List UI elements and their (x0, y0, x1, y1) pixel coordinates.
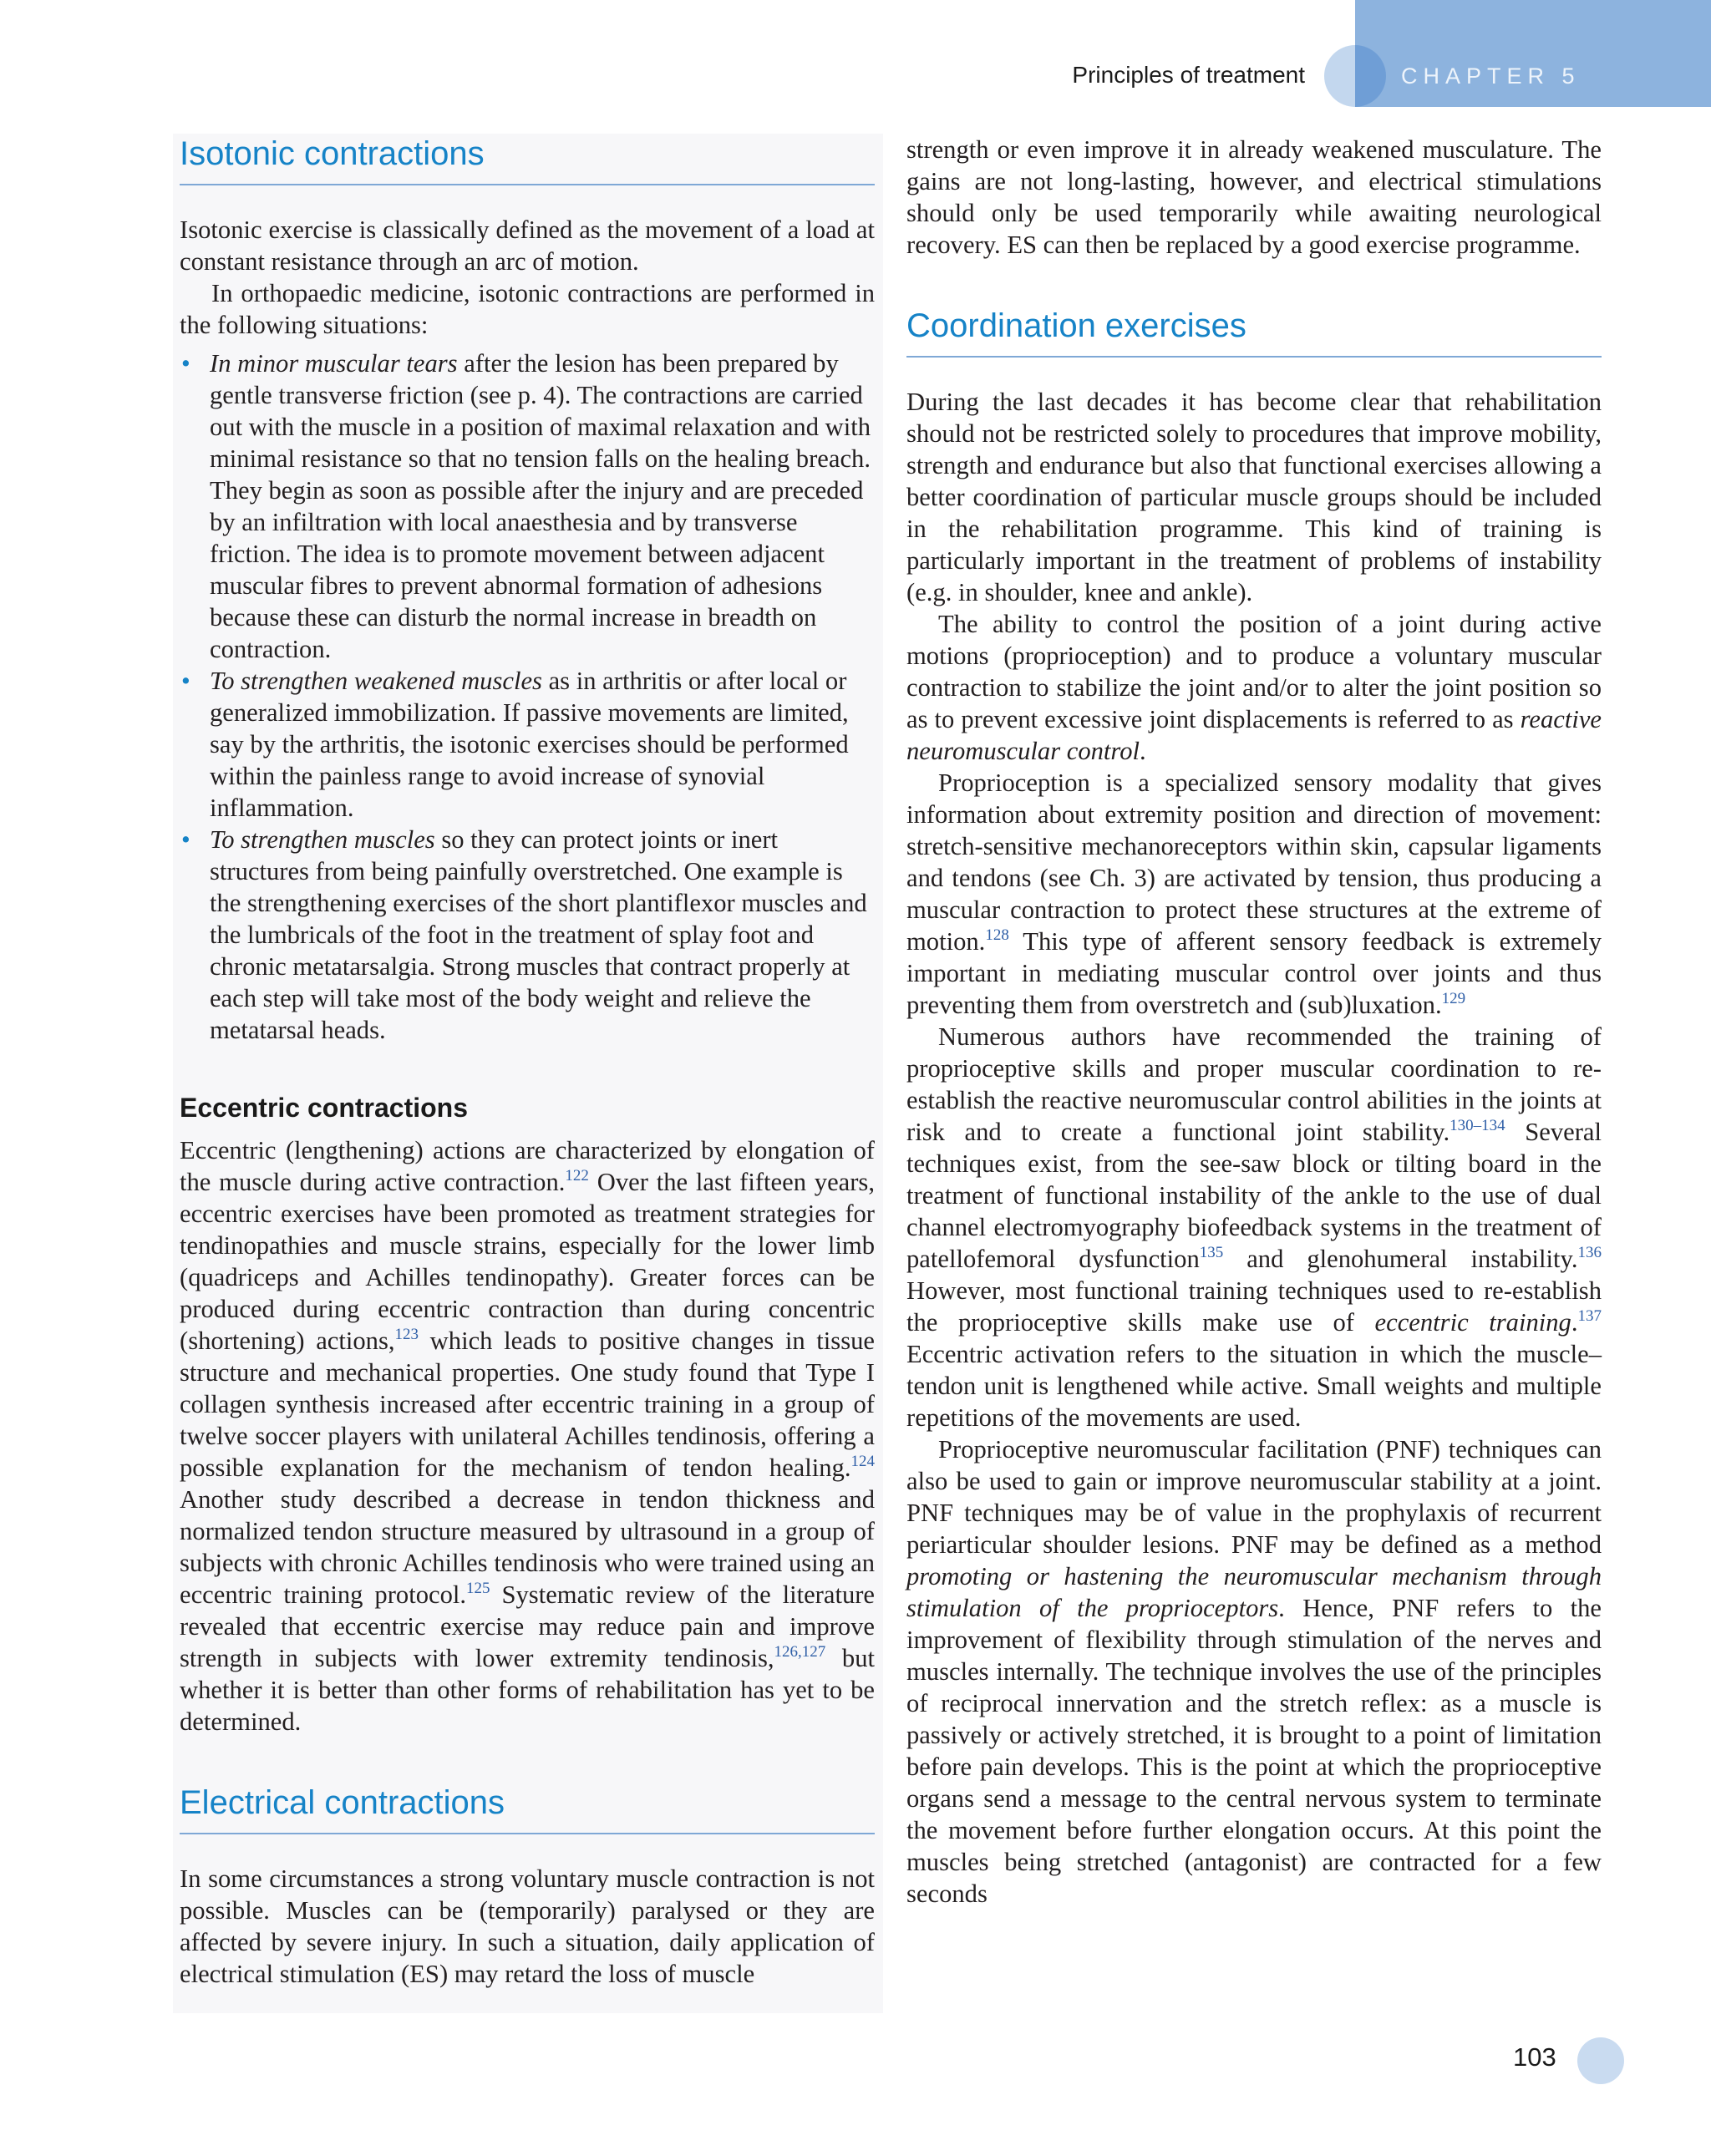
eccentric-paragraph: Eccentric (lengthening) actions are characterized by elongation of the muscle during active contraction.$^{122}$ Over the last fifteen years, eccentric exercises have been promoted as treatment strategies for tendinopathies and muscle strains, especially for the lower limb (quadriceps and Achilles tendinopathy). Greater forces can be produced during eccentric contraction than during concentric (shortening) actions,$^{123}$ which leads to positive changes in tissue structure and mechanical properties. One study found that Type I collagen synthesis increased after eccentric training in a group of twelve soccer players with unilateral Achilles tendinosis, offering a possible explanation for the mechanism of tendon healing.$^{124}$ Another study described a decrease in tendon thickness and normalized tendon structure measured by ultrasound in a group of subjects with chronic Achilles tendinosis who were trained using an eccentric training protocol.$^{125}$ Systematic review of the literature revealed that eccentric exercise may reduce pain and improve strength in subjects with lower extremity tendinosis,$^{126,127}$ but whether it is better than other forms of rehabilitation has yet to be determined. (180, 1136, 876, 1736)
electrical-paragraph: In some circumstances a strong voluntary muscle contraction is not possible. Muscles can be (temporarily) paralysed or they are affected by severe injury. In such a situation, daily application of electrical stimulation (ES) may retard the loss of muscle (180, 1864, 875, 1988)
bullet-lead: To strengthen muscles (210, 825, 435, 854)
page-number-circle (1577, 2037, 1624, 2084)
chapter-banner (1355, 0, 1711, 107)
citation: 125 (466, 1580, 490, 1597)
coordination-paragraph-5: Proprioceptive neuromuscular facilitation (PNF) techniques can also be used to gain or improve neuromuscular stability at a joint. PNF techniques may be of value in the prophylaxis of recurrent periarticular shoulder lesions. PNF may be defined as a method promoting or hastening the neuromuscular mechanism through stimulation of the proprioceptors. Hence, PNF refers to the improvement of flexibility through stimulation of the nerves and muscles internally. The technique involves the use of the principles of reciprocal innervation and the stretch reflex: as a muscle is passively or actively stretched, it is brought to a point of limitation before pain develops. This is the point at which the proprioceptive organs send a message to the central nervous system to terminate the movement before further elongation occurs. At this point the muscles being stretched (antagonist) are contracted for a few seconds (906, 1435, 1602, 1908)
coordination-paragraph-1: During the last decades it has become clear that rehabilitation should not be restricted solely to procedures that improve mobility, strength and endurance but also that functional exercises allowing a better coordination of particular muscle groups should be included in the rehabilitation programme. This kind of training is particularly important in the treatment of problems of instability (e.g. in shoulder, knee and ankle). (906, 388, 1602, 606)
citation: 129 (1441, 990, 1466, 1007)
citation: 123 (394, 1326, 419, 1343)
citation: 136 (1577, 1244, 1602, 1261)
citation: 122 (565, 1167, 589, 1185)
list-item (180, 347, 875, 665)
isotonic-intro: Isotonic exercise is classically defined as the movement of a load at constant resistance through an arc of motion. (180, 216, 875, 276)
citation: 137 (1577, 1307, 1602, 1325)
isotonic-situations-intro: In orthopaedic medicine, isotonic contractions are performed in the following situations: (180, 279, 875, 339)
left-column (180, 134, 875, 1990)
bullet-text: as in arthritis or after local or generalized immobilization. If passive movements are limited, say by the arthritis, the isotonic exercises should be performed within the painless range to avoid increase of synovial inflammation. (210, 667, 849, 822)
page-number: 103 (1513, 2042, 1556, 2072)
coordination-paragraph-2: The ability to control the position of a joint during active motions (proprioception) and to produce a voluntary muscular contraction to stabilize the joint and/or to alter the joint position so as to prevent excessive joint displacements is referred to as reactive neuromuscular control. (906, 610, 1602, 765)
eccentric-heading: Eccentric contractions (180, 1093, 468, 1123)
list-item (180, 665, 875, 824)
coordination-heading: Coordination exercises (906, 306, 1602, 358)
citation: 135 (1199, 1244, 1224, 1261)
isotonic-situations-list (180, 347, 875, 1046)
header-circle-ornament (1324, 45, 1386, 107)
bullet-lead: To strengthen weakened muscles (210, 667, 542, 695)
bullet-text: so they can protect joints or inert structures from being painfully overstretched. One example is the strengthening exercises of the short plantiflexor muscles and the lumbricals of the foot in the treatment of splay foot and chronic metatarsalgia. Strong muscles that contract properly at each step will take most of the body weight and relieve the metatarsal heads. (210, 825, 867, 1044)
electrical-continuation: strength or even improve it in already weakened musculature. The gains are not long-lasting, however, and electrical stimulations should only be used temporarily while awaiting neurological recovery. ES can then be replaced by a good exercise programme. (906, 135, 1602, 259)
bullet-text: after the lesion has been prepared by gentle transverse friction (see p. 4). The contractions are carried out with the muscle in a position of maximal relaxation and with minimal resistance so that no tension falls on the healing breach. They begin as soon as possible after the injury and are preceded by an infiltration with local anaesthesia and by transverse friction. The idea is to promote movement between adjacent muscular fibres to prevent abnormal formation of adhesions because these can disturb the normal increase in breadth on contraction. (210, 349, 871, 663)
electrical-heading: Electrical contractions (180, 1783, 875, 1834)
bullet-lead: In minor muscular tears (210, 349, 458, 378)
list-item (180, 824, 875, 1046)
right-column (906, 134, 1602, 1910)
citation: 130–134 (1450, 1117, 1505, 1134)
coordination-paragraph-3: Proprioception is a specialized sensory modality that gives information about extremity position and direction of movement: stretch-sensitive mechanoreceptors within skin, capsular ligaments and tendons (see Ch. 3) are activated by tension, thus producing a muscular contraction to protect these structures at the extreme of motion.$^{128}$ This type of afferent sensory feedback is extremely important in mediating muscular control over joints and thus preventing them from overstretch and (sub)luxation.$^{129}$ (906, 769, 1602, 1019)
coordination-paragraph-4: Numerous authors have recommended the training of proprioceptive skills and proper muscular coordination to re-establish the reactive neuromuscular control abilities in the joints at risk and to create a functional joint stability.$^{130-134}$ Several techniques exist, from the see-saw block or tilting board in the treatment of functional instability of the ankle to the use of dual channel electromyography biofeedback systems in the treatment of patellofemoral dysfunction$^{135}$ and glenohumeral instability.$^{136}$ However, most functional training techniques used to re-establish the proprioceptive skills make use of eccentric training.$^{137}$ Eccentric activation refers to the situation in which the muscle–tendon unit is lengthened while active. Small weights and multiple repetitions of the movements are used. (906, 1022, 1602, 1432)
citation: 124 (850, 1453, 875, 1470)
citation: 126,127 (774, 1643, 826, 1661)
isotonic-heading: Isotonic contractions (180, 134, 875, 185)
running-head: Principles of treatment (1072, 62, 1305, 88)
citation: 128 (985, 926, 1009, 944)
chapter-label: CHAPTER 5 (1401, 63, 1581, 89)
